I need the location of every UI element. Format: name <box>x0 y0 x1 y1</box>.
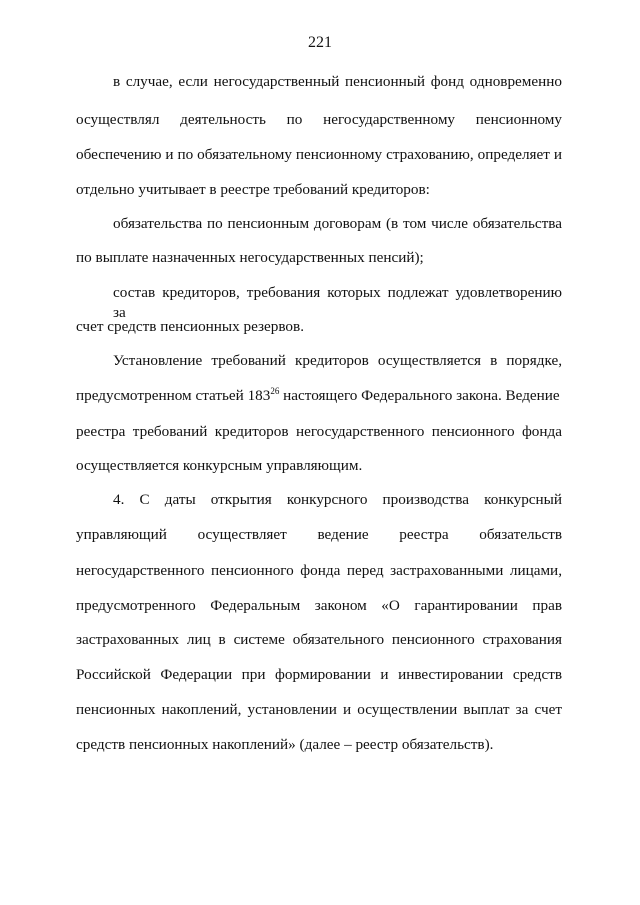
page-number: 221 <box>308 34 332 51</box>
text-line: негосударственного пенсионного фонда перед застрахованными лицами, <box>76 562 562 579</box>
text-line: в случае, если негосударственный пенсионный фонд одновременно <box>113 73 562 90</box>
text-line: Установление требований кредиторов осуществляется в порядке, <box>113 352 562 369</box>
text-line: по выплате назначенных негосударственных пенсий); <box>76 249 424 266</box>
text-line: средств пенсионных накоплений» (далее – реестр обязательств). <box>76 736 494 753</box>
text-line: реестра требований кредиторов негосударственного пенсионного фонда <box>76 423 562 440</box>
text-line: осуществляется конкурсным управляющим. <box>76 457 363 474</box>
text-line: счет средств пенсионных резервов. <box>76 318 304 335</box>
text-line: пенсионных накоплений, установлении и осуществлении выплат за счет <box>76 701 562 718</box>
text-line: 4. С даты открытия конкурсного производства конкурсный <box>113 491 562 508</box>
footnote-superscript: 26 <box>270 385 280 396</box>
text-line: предусмотренного Федеральным законом «О гарантировании прав <box>76 597 562 614</box>
text-line: предусмотренном статьей $183^{26}$ настоящего Федерального закона. Ведение <box>76 385 560 404</box>
text-line: Российской Федерации при формировании и инвестировании средств <box>76 666 562 683</box>
text-line: состав кредиторов, требования которых подлежат удовлетворению за <box>113 284 562 321</box>
text-line: управляющий осуществляет ведение реестра обязательств <box>76 526 562 543</box>
text-line: осуществлял деятельность по негосударственному пенсионному <box>76 111 562 128</box>
text-line: застрахованных лиц в системе обязательного пенсионного страхования <box>76 631 562 648</box>
text-line: обеспечению и по обязательному пенсионному страхованию, определяет и <box>76 146 562 163</box>
text-line: обязательства по пенсионным договорам (в том числе обязательства <box>113 215 562 232</box>
text-line: отдельно учитывает в реестре требований кредиторов: <box>76 181 430 198</box>
